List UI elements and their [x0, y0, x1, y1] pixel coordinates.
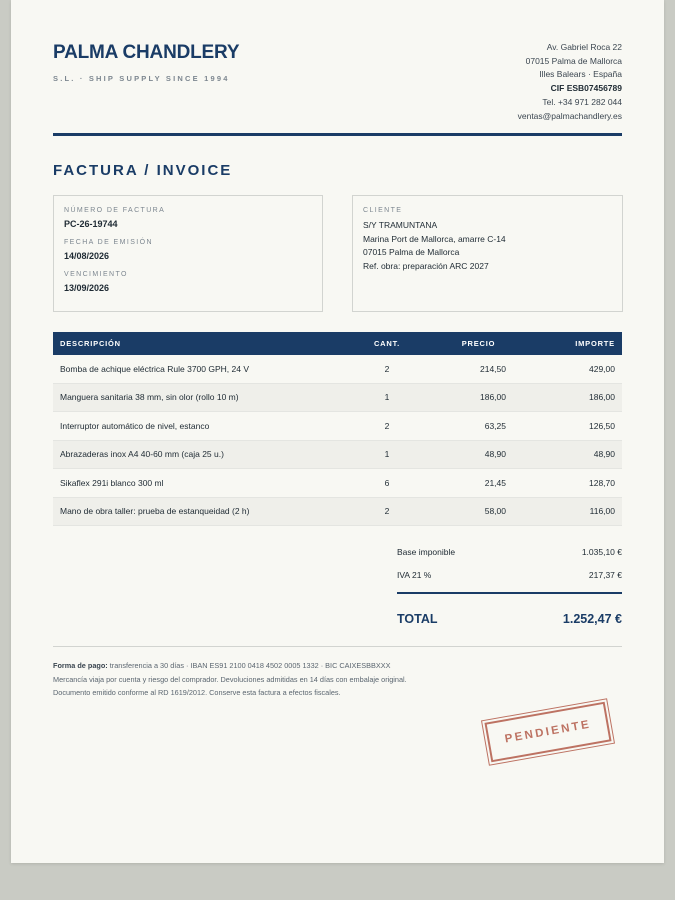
- item-amount: 429,00: [528, 355, 622, 383]
- company-email: ventas@palmachandlery.es: [517, 110, 622, 121]
- invoice-meta-box: [53, 195, 323, 312]
- footer-note: Documento emitido conforme al RD 1619/2012. Conserve esta factura a efectos fiscales.: [53, 688, 341, 698]
- address-line: Illes Balears · España: [539, 69, 622, 80]
- totals-block: [397, 540, 622, 628]
- item-description: Abrazaderas inox A4 40-60 mm (caja 25 u.): [53, 440, 345, 469]
- company-cif: CIF ESB07456789: [550, 83, 622, 94]
- payment-terms: [53, 659, 407, 673]
- table-header-row: [53, 332, 622, 355]
- client-address-line: 07015 Palma de Mallorca: [363, 247, 460, 258]
- table-row: [53, 440, 622, 469]
- total-label: TOTAL: [397, 612, 438, 626]
- items-table: [53, 332, 622, 526]
- item-amount: 48,90: [528, 440, 622, 469]
- table-row: [53, 412, 622, 441]
- client-reference: Ref. obra: preparación ARC 2027: [363, 261, 489, 272]
- base-row: [397, 540, 622, 564]
- footer-notes: [53, 659, 407, 700]
- col-amount-header: IMPORTE: [528, 332, 622, 355]
- invoice-number: PC-26-19744: [64, 219, 118, 229]
- item-price: 21,45: [429, 469, 528, 498]
- item-description: Sikaflex 291i blanco 300 ml: [53, 469, 345, 498]
- item-qty: 1: [345, 440, 429, 469]
- footer-divider: [53, 646, 622, 647]
- item-price: 63,25: [429, 412, 528, 441]
- payment-text: transferencia a 30 días · IBAN ES91 2100 0418 4502 0005 1332 · BIC CAIXESBBXXX: [109, 661, 391, 670]
- address-line: 07015 Palma de Mallorca: [525, 55, 622, 66]
- invoice-number-label: NÚMERO DE FACTURA: [64, 207, 166, 214]
- item-description: Mano de obra taller: prueba de estanqueidad (2 h): [53, 497, 345, 526]
- due-date: 13/09/2026: [64, 283, 110, 293]
- item-description: Interruptor automático de nivel, estanco: [53, 412, 345, 441]
- item-price: 214,50: [429, 355, 528, 383]
- item-amount: 186,00: [528, 383, 622, 412]
- issue-date-label: FECHA DE EMISIÓN: [64, 239, 153, 246]
- item-qty: 2: [345, 355, 429, 383]
- item-price: 58,00: [429, 497, 528, 526]
- due-date-label: VENCIMIENTO: [64, 271, 128, 278]
- client-box: [352, 195, 623, 312]
- address-line: Av. Gabriel Roca 22: [546, 42, 622, 52]
- item-qty: 2: [345, 497, 429, 526]
- total-value: 1.252,47 €: [562, 612, 622, 626]
- pending-stamp: PENDIENTE: [484, 702, 611, 763]
- total-row: [397, 592, 622, 628]
- client-label: CLIENTE: [363, 207, 403, 214]
- vat-label: IVA 21 %: [397, 570, 432, 581]
- document-title: FACTURA / INVOICE: [53, 162, 233, 179]
- payment-label: Forma de pago:: [53, 661, 108, 670]
- item-description: Bomba de achique eléctrica Rule 3700 GPH, 24 V: [53, 355, 345, 383]
- item-amount: 128,70: [528, 469, 622, 498]
- base-label: Base imponible: [397, 546, 456, 557]
- vat-value: 217,37 €: [588, 570, 622, 581]
- item-qty: 6: [345, 469, 429, 498]
- issue-date: 14/08/2026: [64, 251, 110, 261]
- table-row: [53, 355, 622, 383]
- item-amount: 116,00: [528, 497, 622, 526]
- invoice-page: [11, 0, 664, 863]
- table-row: [53, 383, 622, 412]
- company-brand: [53, 42, 239, 83]
- table-row: [53, 497, 622, 526]
- col-qty-header: CANT.: [345, 332, 429, 355]
- item-amount: 126,50: [528, 412, 622, 441]
- client-name: S/Y TRAMUNTANA: [363, 220, 438, 230]
- item-qty: 1: [345, 383, 429, 412]
- company-name: PALMA CHANDLERY: [53, 42, 240, 63]
- item-price: 48,90: [429, 440, 528, 469]
- header-divider: [53, 133, 622, 136]
- company-tagline: S.L. · SHIP SUPPLY SINCE 1994: [53, 74, 230, 83]
- company-phone: Tel. +34 971 282 044: [542, 96, 622, 107]
- footer-note: Mercancía viaja por cuenta y riesgo del comprador. Devoluciones admitidas en 14 días con embalaje original.: [53, 674, 407, 684]
- base-value: 1.035,10 €: [581, 546, 622, 557]
- table-row: [53, 469, 622, 498]
- item-qty: 2: [345, 412, 429, 441]
- col-price-header: PRECIO: [429, 332, 528, 355]
- company-address: [518, 41, 622, 123]
- item-description: Manguera sanitaria 38 mm, sin olor (rollo 10 m): [53, 383, 345, 412]
- vat-row: [397, 564, 622, 588]
- client-address-line: Marina Port de Mallorca, amarre C-14: [363, 233, 506, 244]
- item-price: 186,00: [429, 383, 528, 412]
- col-description-header: DESCRIPCIÓN: [53, 332, 345, 355]
